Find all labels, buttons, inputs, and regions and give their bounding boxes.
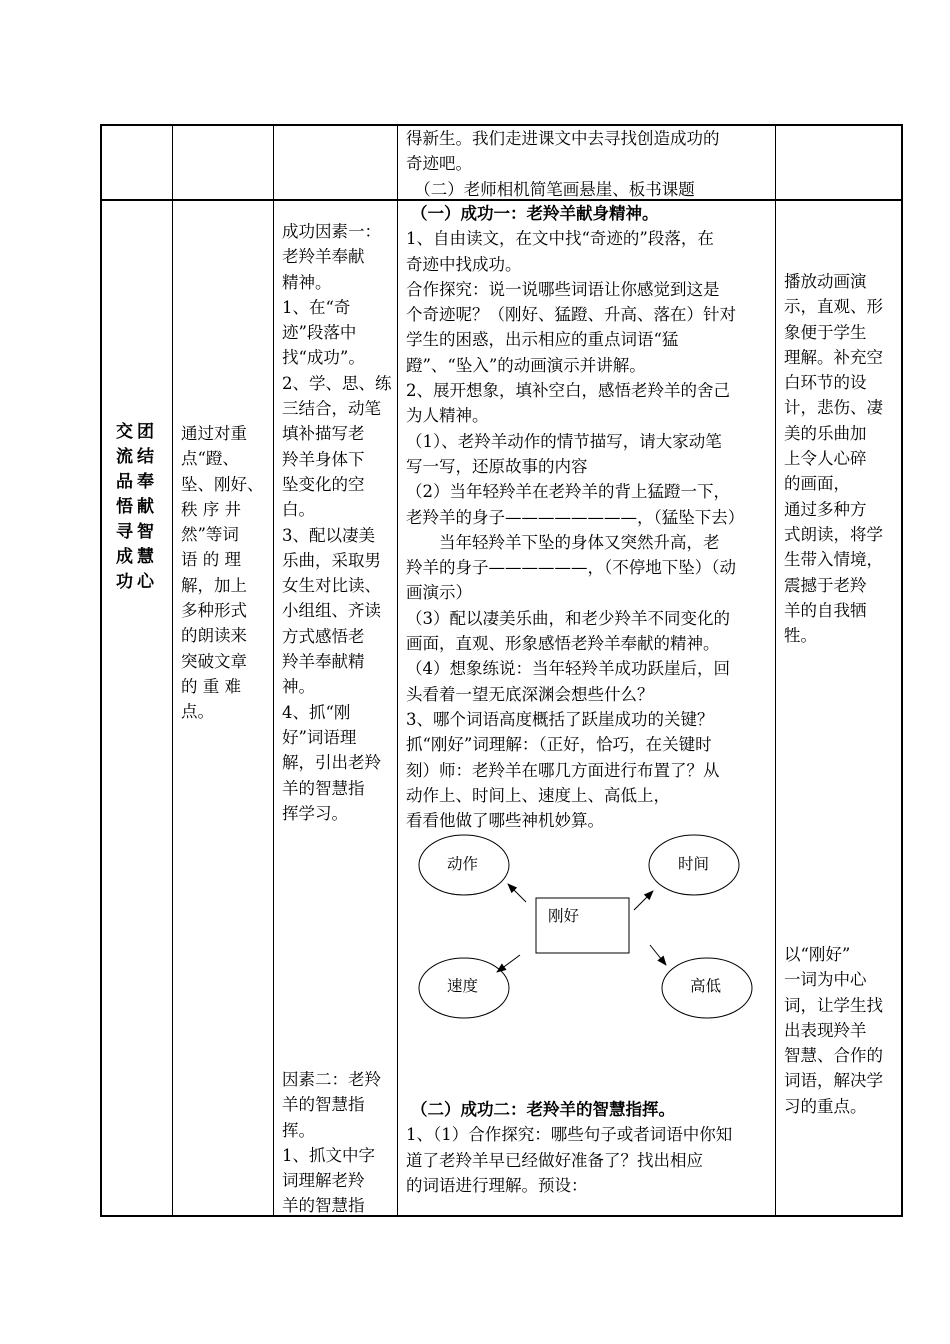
diagram-arrow-top-right — [634, 891, 653, 910]
objective-line: 点“蹬、 — [181, 449, 239, 469]
process-line: （1）、老羚羊动作的情节描写，请大家动笔 — [406, 431, 722, 451]
process-line: 画面，直观、形象感悟老羚羊奉献的精神。 — [406, 634, 720, 654]
method-line: 坠变化的空 — [282, 474, 365, 494]
method-line: 羚羊身体下 — [282, 449, 365, 469]
objective-cell — [181, 421, 271, 725]
table-right-border — [901, 124, 903, 1217]
table-left-border — [100, 124, 102, 1217]
intent-line: 出表现羚羊 — [784, 1020, 867, 1040]
objective-line: 点。 — [181, 702, 214, 722]
intent-cell-b — [784, 942, 900, 1119]
process-line: 写一写，还原故事的内容 — [406, 456, 588, 476]
process-line: （2）当年轻羚羊在老羚羊的背上猛蹬一下， — [406, 482, 730, 502]
diagram-label-top-right: 时间 — [678, 855, 710, 873]
process-cell-b — [406, 1097, 774, 1198]
intent-line: 示，直观、形 — [784, 297, 883, 317]
intent-line: 上令人心碎 — [784, 449, 867, 469]
method-line: 羚羊奉献精 — [282, 652, 365, 672]
process-line: （4）想象练说：当年轻羚羊成功跃崖后，回 — [406, 659, 730, 679]
diagram-arrow-bottom-right — [650, 945, 666, 965]
process-line: 动作上、时间上、速度上、高低上， — [406, 785, 670, 805]
process-line: 当年轻羚羊下坠的身体又突然升高，老 — [439, 532, 720, 552]
stage-title-line: 成慧 — [116, 547, 158, 567]
process-cell-a — [406, 201, 774, 833]
method-line: 找“成功”。 — [282, 348, 365, 368]
method-line: 3、配以凄美 — [282, 525, 375, 545]
method-line: 乐曲，采取男 — [282, 550, 381, 570]
method-line: 1、在“奇 — [282, 297, 351, 317]
diagram-arrow-bottom-left — [497, 955, 520, 972]
intent-line: 计，悲伤、凄 — [784, 398, 883, 418]
stage-title-line: 寻智 — [116, 522, 158, 542]
diagram-label-top-left: 动作 — [447, 855, 479, 873]
process-line: 学生的困惑，出示相应的重点词语“猛 — [406, 330, 679, 350]
intent-line: 播放动画演 — [784, 272, 867, 291]
method-line: 三结合，动笔 — [282, 399, 381, 419]
diagram-label-bottom-left: 速度 — [447, 977, 479, 995]
intent-line: 美的乐曲加 — [784, 423, 867, 443]
intent-line: 理解。补充空 — [784, 347, 883, 367]
diagram-label-bottom-right: 高低 — [690, 977, 722, 995]
row1-process-cell — [406, 126, 772, 202]
method-cell-a — [282, 219, 396, 826]
process-line: 1、自由读文，在文中找“奇迹的”段落，在 — [406, 229, 714, 249]
process-line: 羚羊的身子——————，（不停地下坠）（动 — [406, 558, 736, 578]
intent-line: 生带入情境， — [784, 550, 883, 570]
objective-line: 多种形式 — [181, 601, 247, 621]
method-line: 4、抓“刚 — [282, 702, 351, 722]
stage-title — [104, 420, 170, 595]
col-divider-1 — [172, 124, 173, 1217]
intent-line: 通过多种方 — [784, 499, 867, 519]
section-heading-2: （二）成功二：老羚羊的智慧指挥。 — [410, 1100, 675, 1119]
col-divider-2 — [273, 124, 274, 1217]
process-line: 看看他做了哪些神机妙算。 — [406, 811, 604, 831]
process-line: 合作探究：说一说哪些词语让你感觉到这是 — [406, 279, 720, 299]
intent-line: 羊的自我牺 — [784, 600, 867, 620]
intent-line: 式朗读，将学 — [784, 524, 883, 544]
diagram-label-center: 刚好 — [548, 907, 580, 925]
process-line: 蹬”、“坠入”的动画演示并讲解。 — [406, 355, 646, 375]
process-line: 头看着一望无底深渊会想些什么？ — [406, 684, 654, 704]
method-line: 精神。 — [282, 272, 332, 292]
objective-line: 通过对重 — [181, 424, 247, 443]
process-line: 道了老羚羊早已经做好准备了？找出相应 — [406, 1150, 703, 1170]
diagram-arrow-top-left — [508, 884, 526, 902]
intent-line: 白环节的设 — [784, 373, 867, 393]
method-line: 方式感悟老 — [282, 626, 365, 646]
method-line: 白。 — [282, 500, 315, 520]
process-line: 得新生。我们走进课文中去寻找创造成功的 — [406, 129, 720, 148]
objective-line: 语 的 理 — [181, 550, 241, 570]
process-line: 1、（1）合作探究：哪些句子或者词语中你知 — [406, 1125, 733, 1145]
method-line: 女生对比读、 — [282, 576, 381, 596]
process-line: 奇迹吧。 — [406, 154, 472, 174]
method-line: 好”词语理 — [282, 727, 357, 747]
process-line: 抓“刚好”词理解：（正好，恰巧，在关键时 — [406, 735, 712, 755]
intent-line: 词语，解决学 — [784, 1071, 883, 1091]
process-line: 老羚羊的身子————————，（猛坠下去） — [406, 507, 745, 527]
stage-title-line: 品奉 — [116, 472, 158, 492]
method-line: 羊的智慧指 — [282, 1196, 365, 1216]
method-line: 词理解老羚 — [282, 1171, 365, 1191]
method-cell-b — [282, 1067, 396, 1219]
col-divider-4 — [775, 124, 776, 1217]
intent-line: 以“刚好” — [784, 945, 851, 964]
intent-cell-a — [784, 269, 900, 648]
objective-line: 秩 序 井 — [181, 499, 241, 519]
stage-title-line: 流结 — [116, 447, 158, 467]
method-line: 挥学习。 — [282, 803, 348, 823]
intent-line: 牲。 — [784, 626, 817, 646]
intent-line: 震撼于老羚 — [784, 575, 867, 595]
method-line: 成功因素一： — [282, 222, 381, 241]
table-bottom-border — [100, 1215, 903, 1217]
intent-line: 习的重点。 — [784, 1096, 867, 1116]
stage-title-line: 悟献 — [116, 497, 158, 517]
objective-line: 的朗读来 — [181, 626, 247, 646]
process-line: （3）配以凄美乐曲，和老少羚羊不同变化的 — [406, 608, 730, 628]
stage-title-line: 交团 — [116, 422, 158, 442]
objective-line: 然”等词 — [181, 525, 239, 545]
method-line: 挥。 — [282, 1120, 315, 1140]
intent-line: 的画面， — [784, 474, 850, 494]
intent-line: 智慧、合作的 — [784, 1046, 883, 1066]
objective-line: 解，加上 — [181, 575, 247, 595]
objective-line: 坠、刚好、 — [181, 474, 264, 494]
method-line: 2、学、思、练 — [282, 373, 392, 393]
section-heading-1: （一）成功一：老羚羊献身精神。 — [410, 204, 659, 223]
process-line: 的词语进行理解。预设： — [406, 1175, 588, 1195]
method-line: 解，引出老羚 — [282, 753, 381, 773]
method-line: 老羚羊奉献 — [282, 247, 365, 267]
intent-line: 象便于学生 — [784, 322, 867, 342]
method-line: 羊的智慧指 — [282, 778, 365, 798]
objective-line: 的 重 难 — [181, 676, 241, 696]
method-line: 迹”段落中 — [282, 323, 357, 343]
process-line: 奇迹中找成功。 — [406, 254, 522, 274]
method-line: 1、抓文中字 — [282, 1145, 375, 1165]
method-line: 填补描写老 — [282, 424, 365, 444]
stage-title-line: 功心 — [116, 572, 158, 592]
process-line: 3、哪个词语高度概括了跃崖成功的关键？ — [406, 709, 714, 729]
process-line: 2、展开想象，填补空白，感悟老羚羊的舍己 — [406, 381, 730, 401]
method-line: 神。 — [282, 677, 315, 697]
process-line: （二）老师相机简笔画悬崖、板书课题 — [414, 179, 695, 199]
objective-line: 突破文章 — [181, 651, 247, 671]
process-line: 刻）师：老羚羊在哪几方面进行布置了？从 — [406, 760, 720, 780]
intent-line: 词，让学生找 — [784, 995, 883, 1015]
process-line: 为人精神。 — [406, 406, 489, 426]
method-line: 羊的智慧指 — [282, 1095, 365, 1115]
method-line: 因素二：老羚 — [282, 1070, 381, 1089]
intent-line: 一词为中心 — [784, 970, 867, 990]
method-line: 小组组、齐读 — [282, 601, 381, 621]
process-line: 个奇迹呢？（刚好、猛蹬、升高、落在）针对 — [406, 305, 736, 325]
process-line: 画演示） — [406, 583, 472, 603]
